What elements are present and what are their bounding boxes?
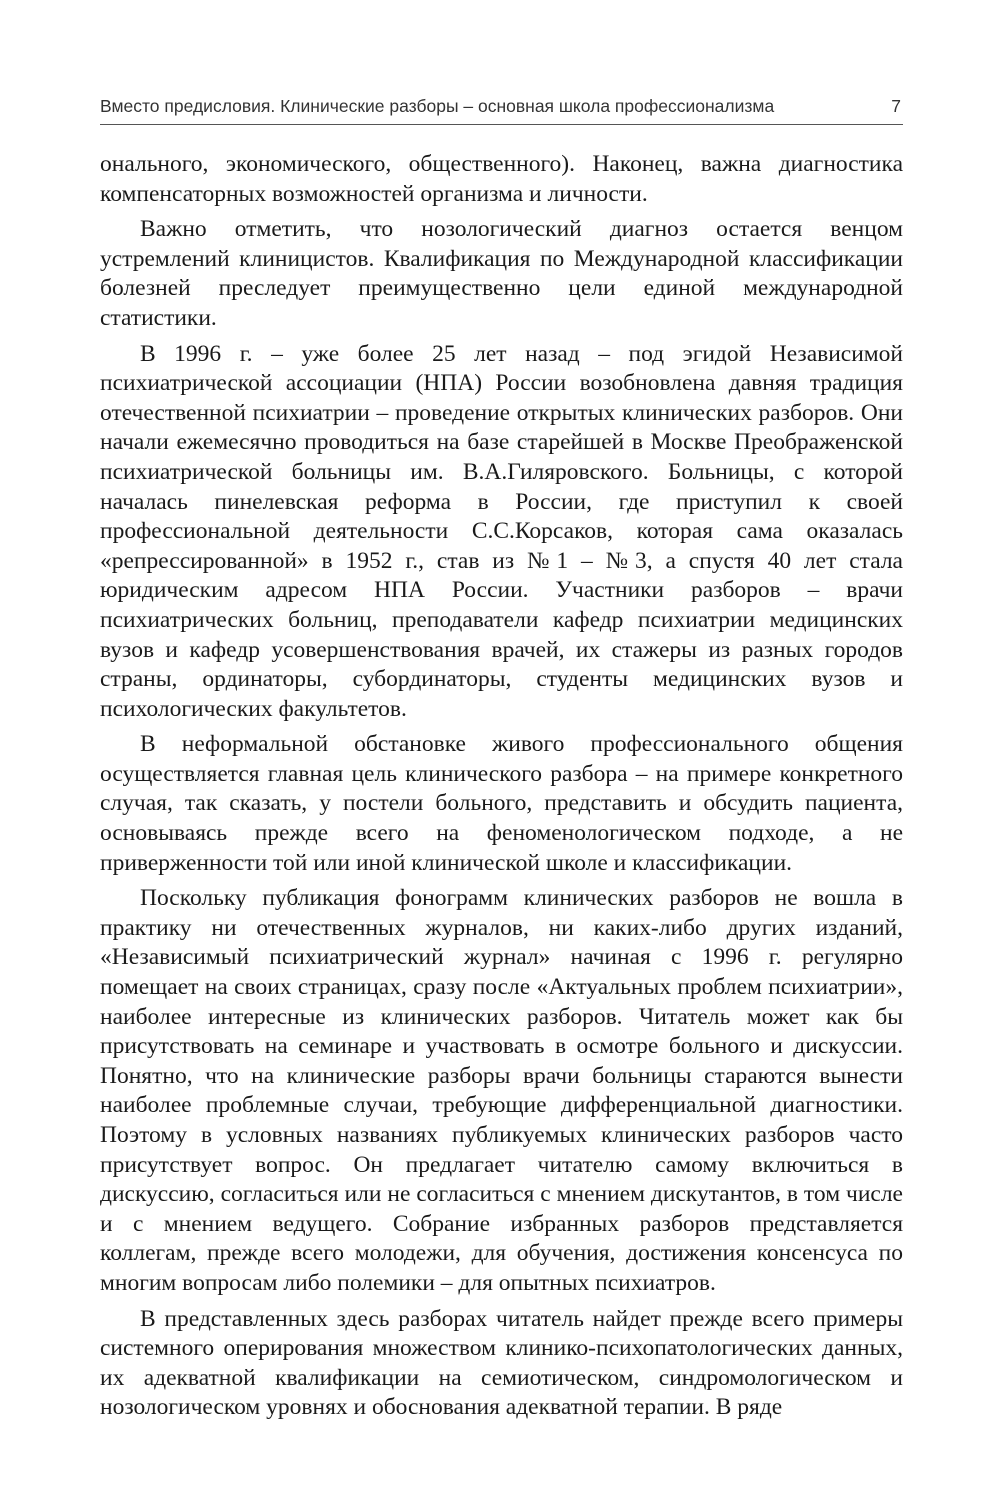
paragraph-5: Поскольку публикация фонограмм клинических разборов не вошла в практику ни отечественных журналов, ни каких-либо других изданий, «Независимый психиатрический журнал» начиная с 1996 г. регулярно помещает на своих страницах, сразу после «Актуальных проблем психиатрии», наиболее интересные из клинических разборов. Читатель может как бы присутствовать на семинаре и участвовать в осмотре больного и дискуссии. Понятно, что на клинические разборы врачи больницы стараются вынести наиболее проблемные случаи, требующие дифференциальной диагностики. Поэтому в условных названиях публикуемых клинических разборов часто присутствует вопрос. Он предлагает читателю самому включиться в дискуссию, согласиться или не согласиться с мнением дискутантов, в том числе и с мнением ведущего. Собрание избранных разборов представляется коллегам, прежде всего молодежи, для обучения, достижения консенсуса по многим вопросам либо полемики – для опытных психиатров. [100,885,903,1296]
running-title: Вместо предисловия. Клинические разборы – основная школа профессионализма [100,96,775,116]
paragraph-6: В представленных здесь разборах читатель найдет прежде всего примеры системного оперирования множеством клинико-психопатологических данных, их адекватной квалификации на семиотическом, синдромологическом и нозологическом уровнях и обоснования адекватной терапии. В ряде [100,1305,903,1421]
paragraph-2: Важно отметить, что нозологический диагноз остается венцом устремлений клиницистов. Квалификация по Международной классификации болезней преследует преимущественно цели единой международной статистики. [100,216,903,331]
running-head [100,94,903,125]
paragraph-1: онального, экономического, общественного). Наконец, важна диагностика компенсаторных возможностей организма и личности. [100,151,903,207]
paragraph-4: В неформальной обстановке живого профессионального общения осуществляется главная цель клинического разбора – на примере конкретного случая, так сказать, у постели больного, представить и обсудить пациента, основываясь прежде всего на феноменологическом подходе, а не приверженности той или иной клинической школе и классификации. [100,731,903,876]
page-number: 7 [891,96,901,116]
paragraph-3: В 1996 г. – уже более 25 лет назад – под эгидой Независимой психиатрической ассоциации (НПА) России возобновлена давняя традиция отечественной психиатрии – проведение открытых клинических разборов. Они начали ежемесячно проводиться на базе старейшей в Москве Преображенской психиатрической больницы им. В.А.Гиляровского. Больницы, с которой началась пинелевская реформа в России, где приступил к своей профессиональной деятельности С.С.Корсаков, которая сама оказалась «репрессированной» в 1952 г., став из №1 – №3, а спустя 40 лет стала юридическим адресом НПА России. Участники разборов – врачи психиатрических больниц, преподаватели кафедр психиатрии медицинских вузов и кафедр усовершенствования врачей, их стажеры из разных городов страны, ординаторы, субординаторы, студенты медицинских вузов и психологических факультетов. [100,340,903,722]
body-text [100,150,903,1429]
